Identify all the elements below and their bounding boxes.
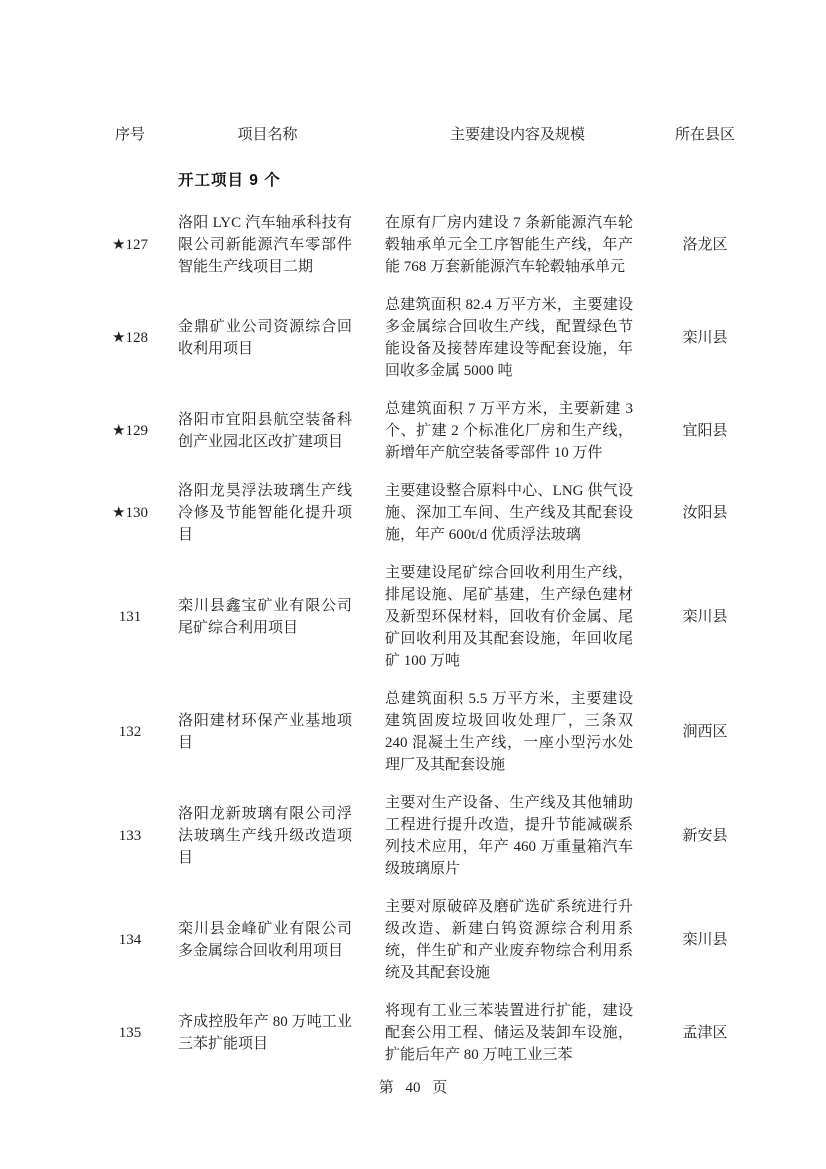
row-serial: ★130 (112, 505, 148, 521)
row-county: 孟津区 (682, 1025, 728, 1041)
table-header-row (100, 122, 750, 150)
row-county: 涧西区 (682, 724, 728, 740)
column-header-county: 所在县区 (674, 127, 735, 143)
row-project-name: 栾川县鑫宝矿业有限公司尾矿综合利用项目 (178, 598, 352, 636)
table-row (100, 286, 750, 390)
table-row (100, 554, 750, 680)
row-county: 栾川县 (682, 609, 728, 625)
section-heading-row (100, 150, 750, 204)
row-content-scale: 总建筑面积 7 万平方米，主要新建 3 个、扩建 2 个标准化厂房和生产线，新增年产航空装备零部件 10 万件 (385, 401, 633, 461)
row-serial: 135 (118, 1025, 142, 1041)
row-serial: 131 (118, 609, 142, 625)
row-project-name: 洛阳市宜阳县航空装备科创产业园北区改扩建项目 (178, 412, 352, 450)
row-county: 栾川县 (682, 932, 728, 948)
row-serial: ★128 (112, 330, 148, 346)
section-heading: 开工项目 9 个 (178, 172, 281, 189)
row-project-name: 洛阳龙新玻璃有限公司浮法玻璃生产线升级改造项目 (178, 806, 352, 866)
row-county: 宜阳县 (682, 423, 728, 439)
column-header-serial: 序号 (114, 127, 145, 143)
row-county: 栾川县 (682, 330, 728, 346)
row-project-name: 金鼎矿业公司资源综合回收利用项目 (178, 319, 352, 357)
table-row (100, 390, 750, 472)
row-county: 洛龙区 (682, 237, 728, 253)
row-county: 新安县 (682, 828, 728, 844)
project-table (100, 122, 750, 1074)
row-content-scale: 主要建设整合原料中心、LNG 供气设施、深加工车间、生产线及其配套设施，年产 600t/d 优质浮法玻璃 (385, 483, 633, 543)
row-content-scale: 总建筑面积 5.5 万平方米，主要建设建筑固废垃圾回收处理厂，三条双 240 混凝土生产线，一座小型污水处理厂及其配套设施 (385, 691, 633, 773)
row-project-name: 栾川县金峰矿业有限公司多金属综合回收利用项目 (178, 921, 352, 959)
row-project-name: 洛阳建材环保产业基地项目 (178, 713, 352, 751)
row-project-name: 齐成控股年产 80 万吨工业三苯扩能项目 (178, 1014, 352, 1052)
row-content-scale: 将现有工业三苯装置进行扩能，建设配套公用工程、储运及装卸车设施，扩能后年产 80 万吨工业三苯 (385, 1003, 633, 1063)
row-county: 汝阳县 (682, 505, 728, 521)
row-serial: ★129 (112, 423, 148, 439)
row-content-scale: 主要对原破碎及磨矿选矿系统进行升级改造、新建白钨资源综合利用系统，伴生矿和产业废弃物综合利用系统及其配套设施 (385, 899, 633, 981)
column-header-content-scale: 主要建设内容及规模 (449, 127, 585, 143)
table-row (100, 680, 750, 784)
table-row (100, 992, 750, 1074)
table-row (100, 784, 750, 888)
row-serial: 133 (118, 828, 142, 844)
table-row (100, 472, 750, 554)
row-content-scale: 主要对生产设备、生产线及其他辅助工程进行提升改造，提升节能减碳系列技术应用，年产 460 万重量箱汽车级玻璃原片 (385, 795, 633, 877)
row-content-scale: 主要建设尾矿综合回收利用生产线，排尾设施、尾矿基建，生产绿色建材及新型环保材料，回收有价金属、尾矿回收利用及其配套设施，年回收尾矿 100 万吨 (385, 565, 633, 669)
row-serial: 132 (118, 724, 142, 740)
table-row (100, 204, 750, 286)
table-row (100, 888, 750, 992)
row-serial: 134 (118, 932, 142, 948)
row-project-name: 洛阳龙昊浮法玻璃生产线冷修及节能智能化提升项目 (178, 483, 352, 543)
page-number: 第 40 页 (378, 1080, 448, 1096)
row-content-scale: 在原有厂房内建设 7 条新能源汽车轮毂轴承单元全工序智能生产线，年产能 768 万套新能源汽车轮毂轴承单元 (385, 215, 633, 275)
column-header-project-name: 项目名称 (237, 127, 298, 143)
row-content-scale: 总建筑面积 82.4 万平方米，主要建设多金属综合回收生产线，配置绿色节能设备及接替库建设等配套设施，年回收多金属 5000 吨 (385, 297, 633, 379)
row-serial: ★127 (112, 237, 148, 253)
row-project-name: 洛阳 LYC 汽车轴承科技有限公司新能源汽车零部件智能生产线项目二期 (178, 215, 352, 275)
